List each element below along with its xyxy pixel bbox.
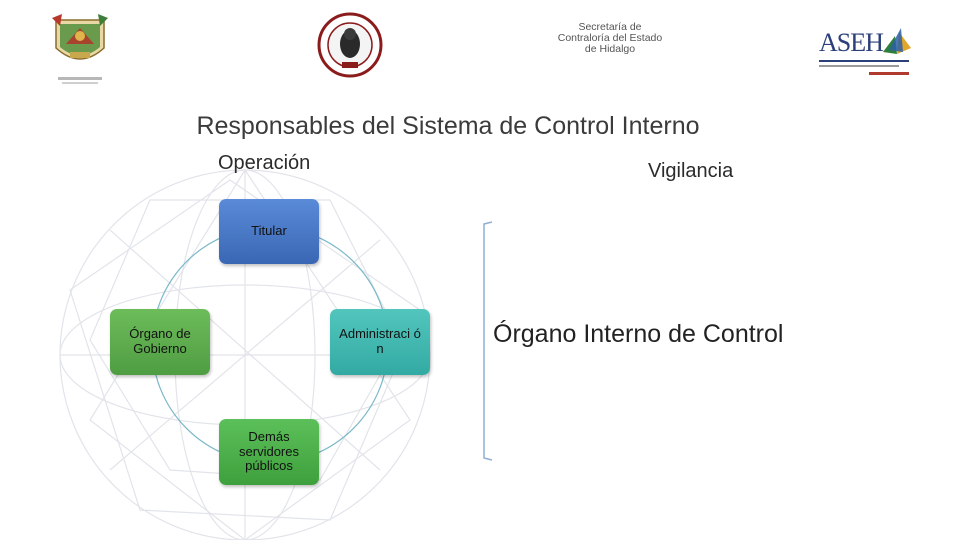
cycle-node-administracion xyxy=(330,309,430,375)
secretaria-contraloria-logo xyxy=(548,22,672,55)
secretaria-line-3: de Hidalgo xyxy=(584,43,636,56)
cycle-node-titular-label: Titular xyxy=(251,223,287,239)
secretaria-line-1: Secretaría de xyxy=(578,21,642,33)
cycle-node-demas-servidores-label: Demás servidores públicos xyxy=(239,428,299,474)
aseh-book-icon xyxy=(879,26,913,56)
cycle-node-demas-servidores xyxy=(219,419,319,485)
aseh-logo-letters: ASEH xyxy=(819,28,883,57)
cycle-node-organo-gobierno xyxy=(110,309,210,375)
operacion-header: Operación xyxy=(218,152,311,174)
cycle-node-organo-gobierno-label: Órgano de Gobierno xyxy=(129,326,191,356)
vigilancia-header: Vigilancia xyxy=(648,160,734,182)
page-title: Responsables del Sistema de Control Interno xyxy=(196,112,700,140)
secretaria-line-2: Contraloría del Estado xyxy=(557,32,663,45)
cycle-node-administracion-label: Administraci ón xyxy=(339,326,421,356)
organo-interno-control-label: Órgano Interno de Control xyxy=(493,320,784,348)
cycle-node-titular xyxy=(219,199,319,264)
legislature-seal-logo xyxy=(317,12,383,78)
aseh-logo xyxy=(817,26,915,78)
hidalgo-coat-of-arms-logo xyxy=(48,12,112,84)
